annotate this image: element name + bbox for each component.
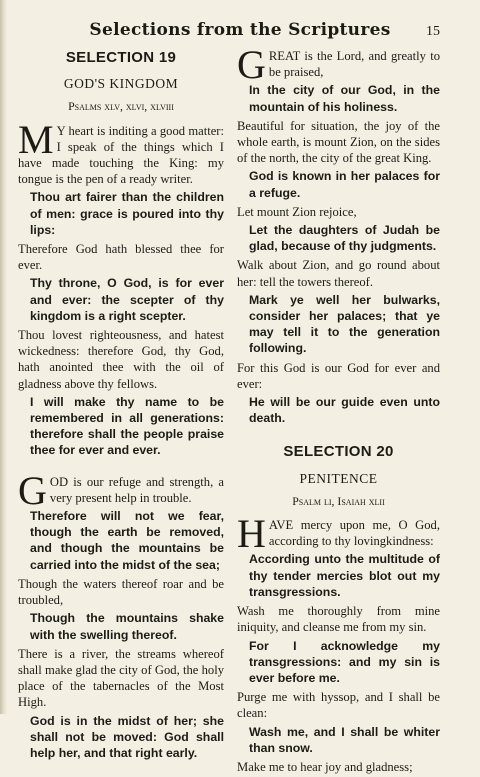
- verse-response: In the city of our God, in the mountain of his holiness.: [249, 83, 440, 114]
- verse-text: AVE mercy upon me, O God, according to thy lovingkindness:: [268, 518, 440, 549]
- verse-response: Let the daughters of Judah be glad, because of thy judgments.: [249, 223, 440, 254]
- verse-response: He will be our guide even unto death.: [249, 395, 440, 426]
- verse-reader: Let mount Zion rejoice,: [237, 204, 357, 219]
- verse-reader: [18, 467, 224, 513]
- verse-reader: [237, 42, 440, 87]
- verse-response: Thy throne, O God, is for ever and ever: the scepter of thy kingdom is a right scepter.: [30, 276, 224, 323]
- page-number: 15: [426, 24, 440, 39]
- verse-response: According unto the multitude of thy tender mercies blot out my transgressions.: [249, 552, 440, 599]
- verse-reader: Therefore God hath blessed thee for ever.: [18, 242, 224, 273]
- verse-response: For I acknowledge my transgressions: and my sin is ever before me.: [249, 638, 440, 685]
- verse-reader: [18, 116, 224, 188]
- drop-cap: M: [18, 116, 54, 162]
- verse-reader: Though the waters thereof roar and be troubled,: [18, 576, 224, 608]
- left-column: [18, 48, 224, 764]
- verse-reader: [237, 511, 440, 557]
- verse-response: God is known in her palaces for a refuge.: [249, 169, 440, 200]
- right-column: [237, 42, 440, 777]
- page-binding-edge: [0, 0, 7, 714]
- selection-title: PENITENCE: [299, 470, 378, 486]
- verse-reader: Beautiful for situation, the joy of the whole earth, is mount Zion, on the sides of the north, the city of the great King.: [237, 118, 440, 166]
- selection-title: GOD'S KINGDOM: [63, 76, 179, 92]
- verse-text: Y heart is inditing a good matter: I speak of the things which I have made touching the King: my tongue is the pen of a ready writer.: [18, 123, 224, 187]
- verse-response: Wash me, and I shall be whiter than snow.: [249, 724, 440, 755]
- selection-heading: SELECTION 20: [283, 443, 394, 461]
- verse-response: Mark ye well her bulwarks, consider her palaces; that ye may tell it to the generation following.: [249, 292, 440, 356]
- selection-references: Psalm li, Isaiah xlii: [292, 493, 385, 508]
- verse-text: OD is our refuge and strength, a very present help in trouble.: [49, 474, 224, 505]
- verse-response: Thou art fairer than the children of men: grace is poured into thy lips:: [30, 190, 224, 237]
- verse-reader: Thou lovest righteousness, and hatest wickedness: therefore God, thy God, hath anointed thee with the oil of gladness above thy fellows.: [18, 328, 224, 391]
- selection-heading: SELECTION 19: [65, 49, 177, 66]
- verse-reader: Purge me with hyssop, and I shall be clean:: [237, 690, 440, 721]
- verse-reader: For this God is our God for ever and ever:: [237, 360, 440, 391]
- verse-response: Therefore will not we fear, though the earth be removed, and though the mountains be carried into the midst of the sea;: [30, 509, 224, 572]
- selection-references: Psalms xlv, xlvi, xlviii: [68, 99, 174, 114]
- verse-response: Though the mountains shake with the swelling thereof.: [30, 611, 224, 642]
- verse-reader: Wash me thoroughly from mine iniquity, and cleanse me from my sin.: [237, 604, 440, 635]
- verse-text: REAT is the Lord, and greatly to be praised,: [268, 49, 440, 80]
- running-title: Selections from the Scriptures: [89, 20, 391, 40]
- verse-reader: Walk about Zion, and go round about her: tell the towers thereof.: [237, 258, 440, 289]
- stanza-gap: [18, 462, 224, 474]
- verse-reader: Make me to hear joy and gladness;: [237, 759, 413, 774]
- drop-cap: G: [237, 42, 266, 87]
- verse-response: God is in the midst of her; she shall not be moved: God shall help her, and that right early.: [30, 713, 224, 760]
- verse-reader: There is a river, the streams whereof shall make glad the city of God, the holy place of the tabernacles of the Most High.: [18, 646, 224, 710]
- drop-cap: G: [18, 467, 47, 513]
- drop-cap: H: [237, 511, 266, 557]
- verse-response: I will make thy name to be remembered in all generations: therefore shall the people praise thee for ever and ever.: [30, 394, 224, 458]
